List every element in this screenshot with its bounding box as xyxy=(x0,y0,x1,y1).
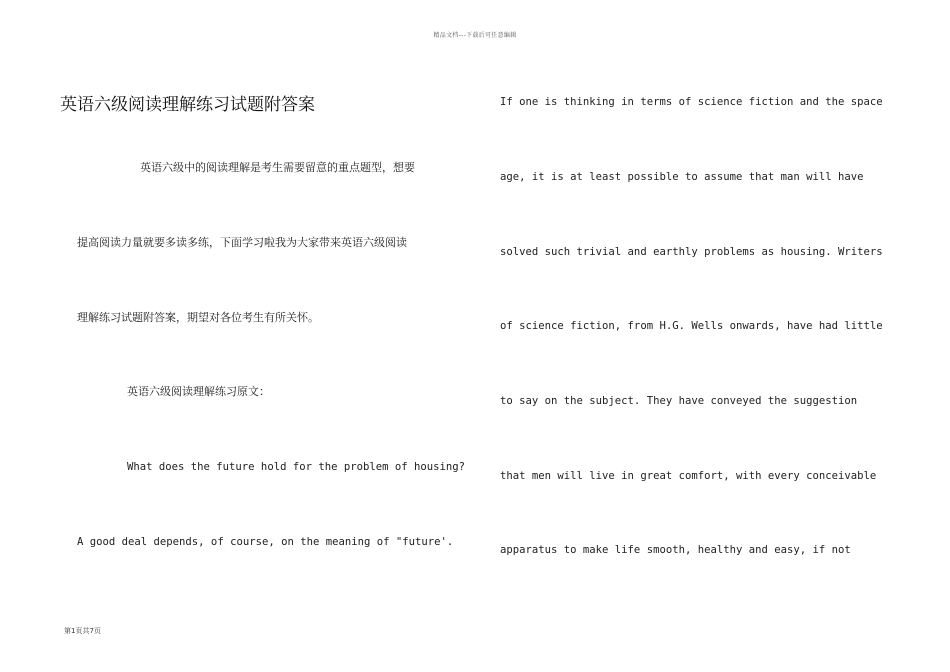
paragraph-line: to say on the subject. They have conveyed the suggestion xyxy=(500,395,858,407)
paragraph-line: What does the future hold for the problem of housing? xyxy=(127,461,466,473)
paragraph-line: of science fiction, from H.G. Wells onwards, have had little xyxy=(500,320,883,332)
paragraph-line: apparatus to make life smooth, healthy and easy, if not xyxy=(500,544,851,556)
page-number: 第1页共7页 xyxy=(64,627,101,635)
paragraph-line: 提高阅读力量就要多读多练，下面学习啦我为大家带来英语六级阅读 xyxy=(77,236,407,249)
paragraph-line: 英语六级中的阅读理解是考生需要留意的重点题型，想要 xyxy=(140,161,415,174)
paragraph-line: age, it is at least possible to assume that man will have xyxy=(500,171,864,183)
page-header: 精品文档---下载后可任意编辑 xyxy=(433,32,517,39)
paragraph-line: solved such trivial and earthly problems as housing. Writers xyxy=(500,246,883,258)
paragraph-line: If one is thinking in terms of science fiction and the space xyxy=(500,96,883,108)
paragraph-line: that men will live in great comfort, with every conceivable xyxy=(500,470,877,482)
section-heading: 英语六级阅读理解练习原文： xyxy=(127,385,270,398)
paragraph-line: 理解练习试题附答案，期望对各位考生有所关怀。 xyxy=(77,311,319,324)
paragraph-line: A good deal depends, of course, on the meaning of "future'. xyxy=(77,536,454,548)
document-title: 英语六级阅读理解练习试题附答案 xyxy=(60,95,315,115)
